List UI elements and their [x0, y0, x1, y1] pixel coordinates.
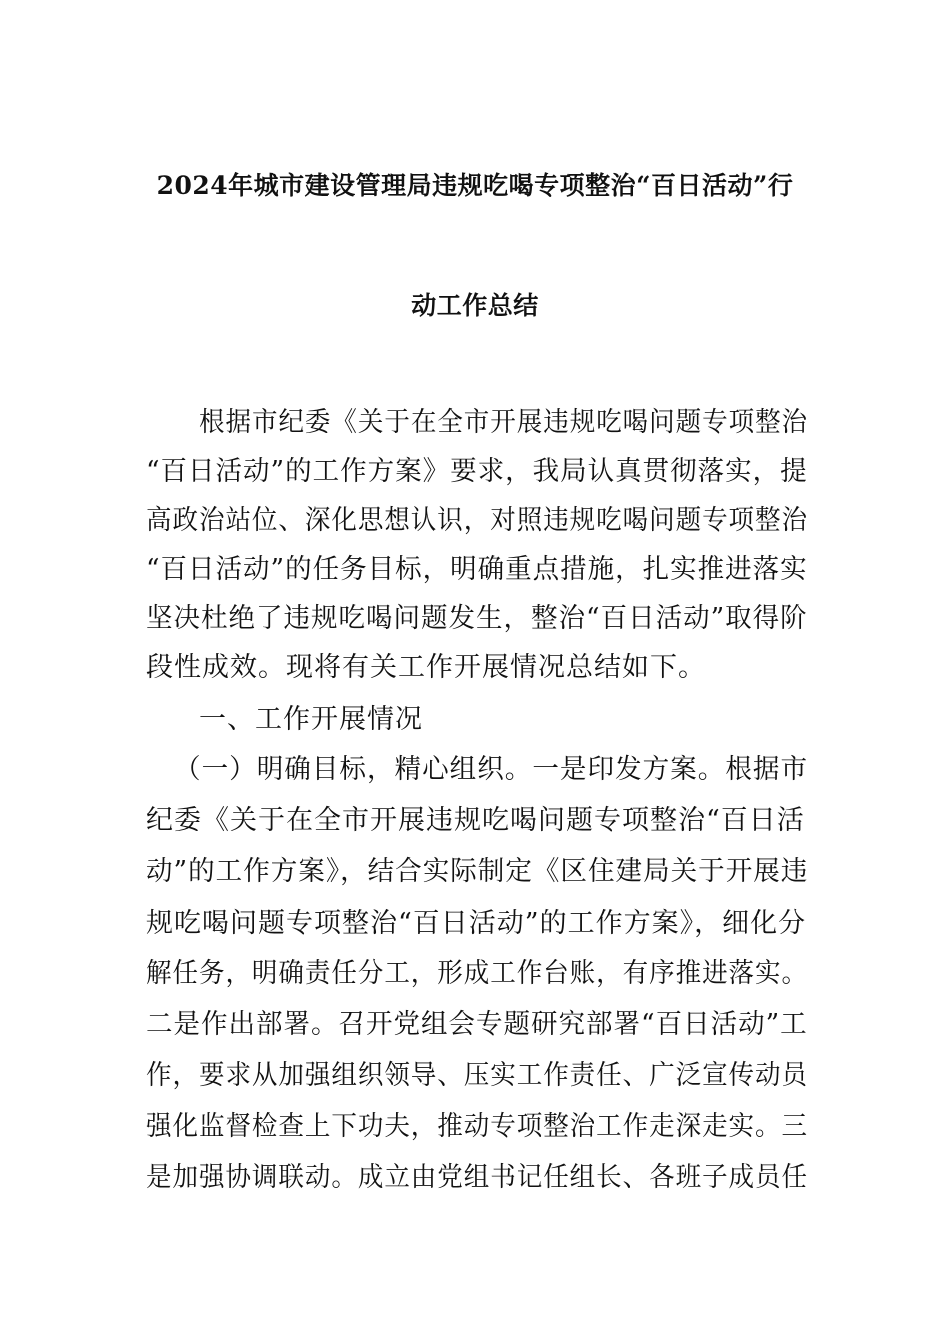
paragraph-2-line-8: 强化监督检查上下功夫，推动专项整治工作走深走实。三	[146, 1111, 808, 1142]
paragraph-1-line-4: “百日活动”的任务目标，明确重点措施，扎实推进落实	[146, 554, 808, 585]
paragraph-1-line-3: 高政治站位、深化思想认识，对照违规吃喝问题专项整治	[146, 505, 808, 536]
paragraph-2-line-7: 作，要求从加强组织领导、压实工作责任、广泛宣传动员	[146, 1060, 808, 1091]
paragraph-2-line-3: 动”的工作方案》，结合实际制定《区住建局关于开展违	[146, 856, 809, 887]
paragraph-2-line-1: （一）明确目标，精心组织。一是印发方案。根据市	[174, 754, 809, 785]
paragraph-1-line-1: 根据市纪委《关于在全市开展违规吃喝问题专项整治	[199, 407, 809, 438]
paragraph-1-line-2: “百日活动”的工作方案》要求，我局认真贯彻落实，提	[146, 456, 808, 487]
paragraph-1-line-5: 坚决杜绝了违规吃喝问题发生，整治“百日活动”取得阶	[146, 603, 808, 634]
paragraph-2-line-9: 是加强协调联动。成立由党组书记任组长、各班子成员任	[146, 1162, 808, 1193]
paragraph-2-line-6: 二是作出部署。召开党组会专题研究部署“百日活动”工	[146, 1009, 808, 1040]
document-title-line-2: 动工作总结	[411, 291, 539, 320]
document-title-line-1: 2024年城市建设管理局违规吃喝专项整治“百日活动”行	[156, 171, 794, 200]
paragraph-1-line-6: 段性成效。现将有关工作开展情况总结如下。	[146, 652, 706, 683]
paragraph-2-line-4: 规吃喝问题专项整治“百日活动”的工作方案》，细化分	[146, 908, 807, 939]
paragraph-2-line-2: 纪委《关于在全市开展违规吃喝问题专项整治“百日活	[146, 805, 805, 836]
paragraph-2-line-5: 解任务，明确责任分工，形成工作台账，有序推进落实。	[146, 958, 808, 989]
section-heading: 一、工作开展情况	[199, 704, 423, 735]
